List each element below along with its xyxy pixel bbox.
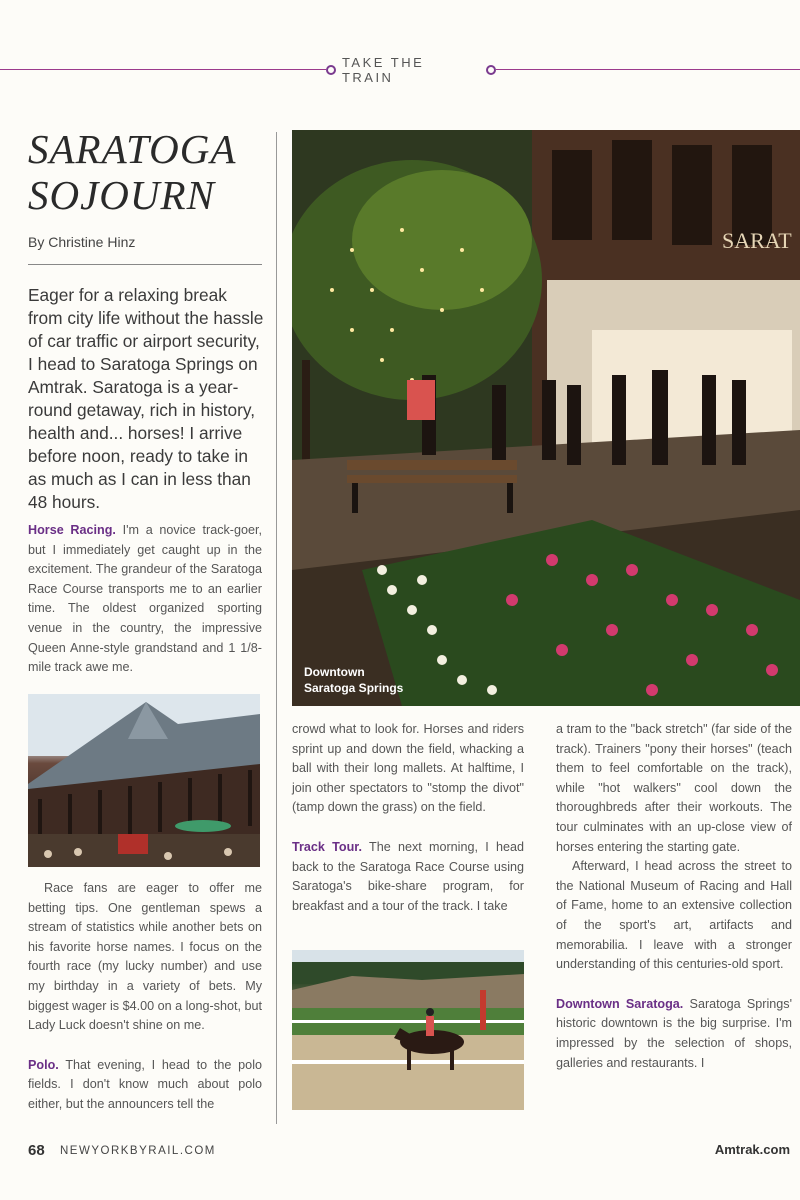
downtown-paragraph [556,995,792,1073]
horse-racing-section [28,521,262,678]
race-fans-paragraph: Race fans are eager to offer me betting tips. One gentleman spews a stream of statistics while another bets on his favorite horse names. I focus on the fourth race (my lucky number) and use my birthday in a variety of bets. My biggest wager is $4.00 on a long-shot, but Lady Luck doesn't shine on me. [28,881,262,1033]
track-tour-paragraph [292,838,524,916]
circle-bullet-icon [326,65,336,75]
paragraph-text: That evening, I head to the polo fields. I don't know much about polo either, but the announcers tell the [28,1057,262,1111]
article-title [28,126,278,218]
storefront-sign: SARAT [722,228,792,253]
paragraph-text: Saratoga Springs' historic downtown is the big surprise. I'm impressed by the selection of shops, galleries and restaurants. I [556,996,793,1070]
paragraph-text: The next morning, I head back to the Saratoga Race Course using Saratoga's bike-share program, for breakfast and a tour of the track. I take [292,839,524,913]
brand-url[interactable]: Amtrak.com [714,1142,790,1157]
paragraph-text: I'm a novice track-goer, but I immediately get caught up in the excitement. The grandeur of the Saratoga Race Course transports me to an earlier time. The oldest organized sporting venue in the country, the impressive Queen Anne-style grandstand and 1 1/8-mile track awe me. [28,523,262,675]
section-label-text: TAKE THE TRAIN [341,55,425,85]
polo-paragraph [28,1056,262,1115]
section-heading: Polo. [28,1057,59,1072]
section-heading: Downtown Saratoga. [556,996,684,1011]
caption-line-1: Downtown [304,665,365,679]
section-heading: Track Tour. [292,839,362,854]
section-label [326,55,496,85]
museum-paragraph: Afterward, I head across the street to the National Museum of Racing and Hall of Fame, home to an extensive collection of the sport's art, artifacts and memorabilia. I leave with a stronger understanding of this centuries-old sport. [556,859,792,972]
byline-divider [28,264,262,265]
grandstand-photo [28,694,260,867]
column-divider [276,132,277,1124]
section-heading: Horse Racing. [28,523,116,537]
intro-paragraph: Eager for a relaxing break from city life without the hassle of car traffic or airport security, I head to Saratoga Springs on Amtrak. Saratoga is a year-round getaway, rich in history, health and... horses! I arrive before noon, ready to take in as much as I can in less than 48 hours. [28,285,264,512]
track-tour-continuation-section [556,720,792,1073]
track-tour-continuation-paragraph: a tram to the "back stretch" (far side of the track). Trainers "pony their horses" (teach them to feel comfortable on the track), while "hot walkers" cool down the thoroughbreds after their workouts. The tour culminates with an up-close view of horses entering the starting gate. [556,722,792,854]
page-number: 68 [28,1142,45,1159]
race-fans-section [28,879,262,1115]
grandstand-illustration [28,694,260,867]
title-line-1: SARATOGA [28,126,237,172]
polo-continuation-paragraph: crowd what to look for. Horses and riders sprint up and down the field, whacking a ball with their long mallets. At halftime, I join other spectators to "stomp the divot" (tamp down the grass) on the field. [292,722,524,815]
circle-bullet-icon [486,65,496,75]
caption-line-2: Saratoga Springs [304,681,404,695]
byline: By Christine Hinz [28,234,136,250]
racetrack-photo [292,950,524,1110]
title-line-2: SOJOURN [28,172,215,218]
photo-caption [304,664,403,696]
polo-continuation-section [292,720,524,916]
downtown-illustration [292,130,800,706]
site-url[interactable]: NEWYORKBYRAIL.COM [60,1145,216,1157]
racetrack-illustration [292,950,524,1110]
downtown-photo [292,130,800,706]
horse-racing-paragraph [28,521,262,678]
